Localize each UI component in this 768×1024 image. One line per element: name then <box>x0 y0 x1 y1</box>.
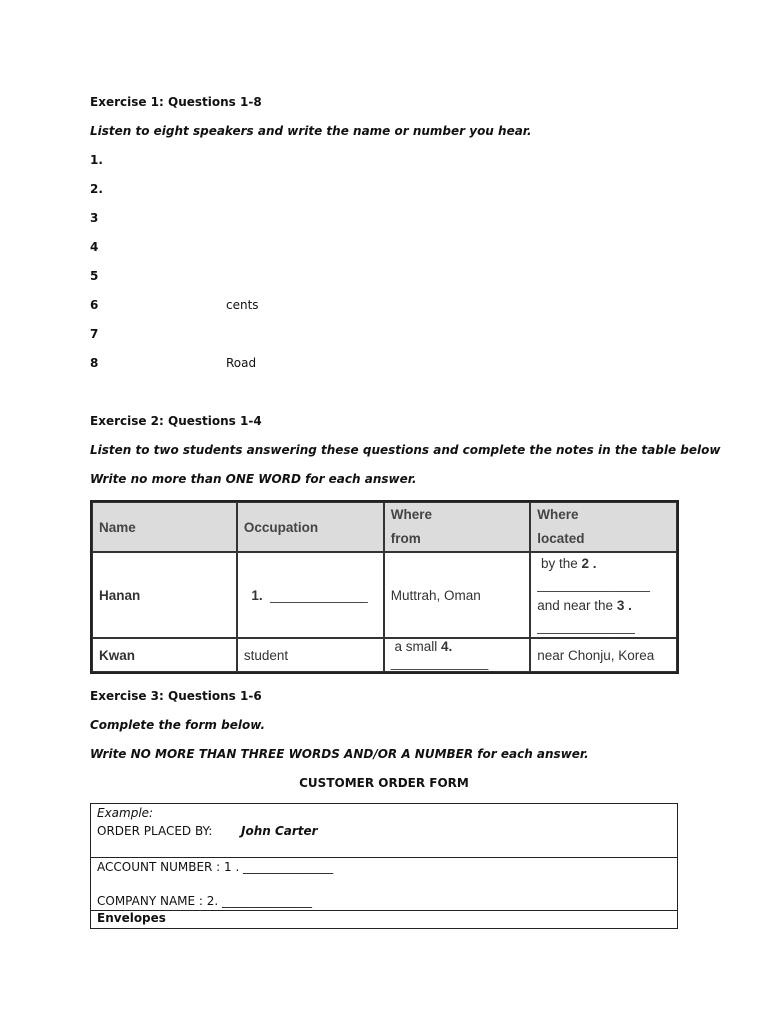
question-number: 8 <box>90 356 99 370</box>
question-number: 1. <box>90 153 103 167</box>
table-row <box>92 552 677 638</box>
header-where-from-line2: from <box>390 531 421 546</box>
question-suffix: cents <box>226 298 259 312</box>
form-account-section <box>91 858 677 911</box>
exercise-1-title: Exercise 1: Questions 1-8 <box>90 95 262 109</box>
account-number-field[interactable]: ACCOUNT NUMBER : 1 . _______________ <box>97 860 334 874</box>
company-name-field[interactable]: COMPANY NAME : 2. _______________ <box>97 894 313 908</box>
question-number: 4 <box>90 240 99 254</box>
answer-number: 3 . <box>616 598 632 613</box>
from-prefix: a small <box>394 639 438 654</box>
answer-blank[interactable]: _____________ <box>537 619 635 634</box>
exercise-3-word-limit: Write NO MORE THAN THREE WORDS AND/OR A NUMBER for each answer. <box>90 747 589 761</box>
answer-blank[interactable]: _____________ <box>390 655 489 670</box>
question-number: 7 <box>90 327 99 341</box>
notes-table <box>90 500 679 674</box>
location-mid: and near the <box>537 598 614 613</box>
exercise-2-instruction: Listen to two students answering these questions and complete the notes in the table below <box>90 443 721 457</box>
form-title: CUSTOMER ORDER FORM <box>299 776 469 790</box>
table-header-row <box>92 502 677 552</box>
answer-blank[interactable]: _______________ <box>537 577 650 592</box>
row-name-kwan: Kwan <box>92 638 237 672</box>
answer-blank[interactable]: _____________ <box>270 587 368 603</box>
answer-number: 2 . <box>581 556 597 571</box>
where-located-kwan: near Chonju, Korea <box>530 638 677 672</box>
order-placed-label: ORDER PLACED BY: <box>97 824 213 838</box>
answer-number: 4. <box>441 639 453 654</box>
where-from-answer-4 <box>384 638 531 672</box>
row-name-hanan: Hanan <box>92 552 237 638</box>
header-where-located <box>530 502 677 552</box>
question-number: 3 <box>90 211 99 225</box>
envelopes-heading: Envelopes <box>97 911 166 925</box>
occupation-answer-1 <box>237 552 384 638</box>
table-row <box>92 638 677 672</box>
header-where-from-line1: Where <box>390 507 432 522</box>
exercise-3-title: Exercise 3: Questions 1-6 <box>90 689 262 703</box>
question-number: 5 <box>90 269 99 283</box>
header-occupation: Occupation <box>237 502 384 552</box>
exercise-2-word-limit: Write no more than ONE WORD for each answer. <box>90 472 417 486</box>
header-where-located-line2: located <box>537 531 585 546</box>
form-envelopes-section <box>91 911 677 928</box>
exercise-2-title: Exercise 2: Questions 1-4 <box>90 414 262 428</box>
question-number: 2. <box>90 182 103 196</box>
occupation-kwan: student <box>237 638 384 672</box>
exercise-1-instruction: Listen to eight speakers and write the name or number you hear. <box>90 124 532 138</box>
example-label: Example: <box>97 806 154 820</box>
exercise-3-instruction: Complete the form below. <box>90 718 266 732</box>
location-prefix: by the <box>541 556 578 571</box>
customer-order-form <box>90 803 678 929</box>
order-placed-value: John Carter <box>241 824 318 838</box>
where-from-hanan: Muttrah, Oman <box>384 552 531 638</box>
where-located-hanan <box>530 552 677 638</box>
answer-number: 1. <box>251 587 263 603</box>
question-suffix: Road <box>226 356 257 370</box>
header-name: Name <box>92 502 237 552</box>
form-example-section <box>91 804 677 858</box>
header-where-from <box>384 502 531 552</box>
header-where-located-line1: Where <box>537 507 579 522</box>
question-number: 6 <box>90 298 99 312</box>
